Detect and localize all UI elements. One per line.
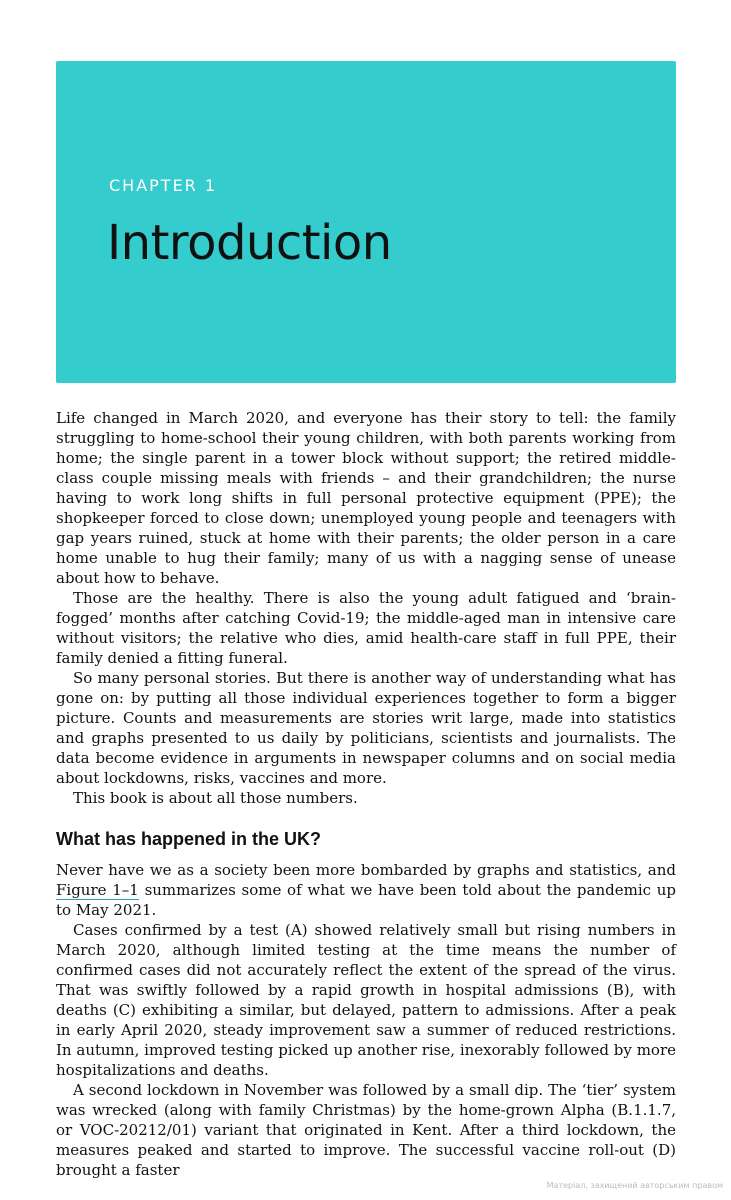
paragraph-text: Never have we as a society been more bombarded by graphs and statistics, and	[56, 861, 676, 879]
copyright-watermark: Матеріал, захищений авторським правом	[546, 1181, 723, 1190]
paragraph: A second lockdown in November was followed by a small dip. The ‘tier’ system was wrecked (along with family Christmas) by the home-grown Alpha (B.1.1.7, or VOC-20212/01) variant that originated in Kent. After a third lockdown, the measures peaked and started to improve. The successful vaccine roll-out (D) brought a faster	[56, 1081, 676, 1179]
paragraph: Life changed in March 2020, and everyone has their story to tell: the family struggling to home-school their young children, with both parents working from home; the single parent in a tower block without support; the retired middle-class couple missing meals with friends – and their grandchildren; the nurse having to work long shifts in full personal protective equipment (PPE); the shopkeeper forced to close down; unemployed young people and teenagers with gap years ruined, stuck at home with their parents; the older person in a care home unable to hug their family; many of us with a nagging sense of unease about how to behave.	[56, 409, 676, 587]
paragraph: So many personal stories. But there is another way of understanding what has gone on: by putting all those individual experiences together to form a bigger picture. Counts and measurements are stories writ large, made into statistics and graphs presented to us daily by politicians, scientists and journalists. The data become evidence in arguments in newspaper columns and on social media about lockdowns, risks, vaccines and more.	[56, 669, 676, 787]
paragraph: Those are the healthy. There is also the young adult fatigued and ‘brain-fogged’ months after catching Covid-19; the middle-aged man in intensive care without visitors; the relative who dies, amid health-care staff in full PPE, their family denied a fitting funeral.	[56, 589, 676, 667]
paragraph: This book is about all those numbers.	[73, 789, 358, 807]
body-text	[56, 408, 676, 1180]
chapter-label: CHAPTER 1	[109, 176, 218, 195]
section-heading: What has happened in the UK?	[56, 829, 322, 849]
paragraph: Cases confirmed by a test (A) showed relatively small but rising numbers in March 2020, although limited testing at the time means the number of confirmed cases did not accurately reflect the extent of the spread of the virus. That was swiftly followed by a rapid growth in hospital admissions (B), with deaths (C) exhibiting a similar, but delayed, pattern to admissions. After a peak in early April 2020, steady improvement saw a summer of reduced restrictions. In autumn, improved testing picked up another rise, inexorably followed by more hospitalizations and deaths.	[56, 921, 676, 1079]
paragraph-text: summarizes some of what we have been told about the pandemic up to May 2021.	[56, 881, 677, 919]
chapter-banner	[56, 61, 676, 383]
figure-link[interactable]: Figure 1–1	[56, 881, 139, 899]
paragraph-with-figure-link	[56, 860, 676, 920]
chapter-title: Introduction	[107, 215, 392, 271]
